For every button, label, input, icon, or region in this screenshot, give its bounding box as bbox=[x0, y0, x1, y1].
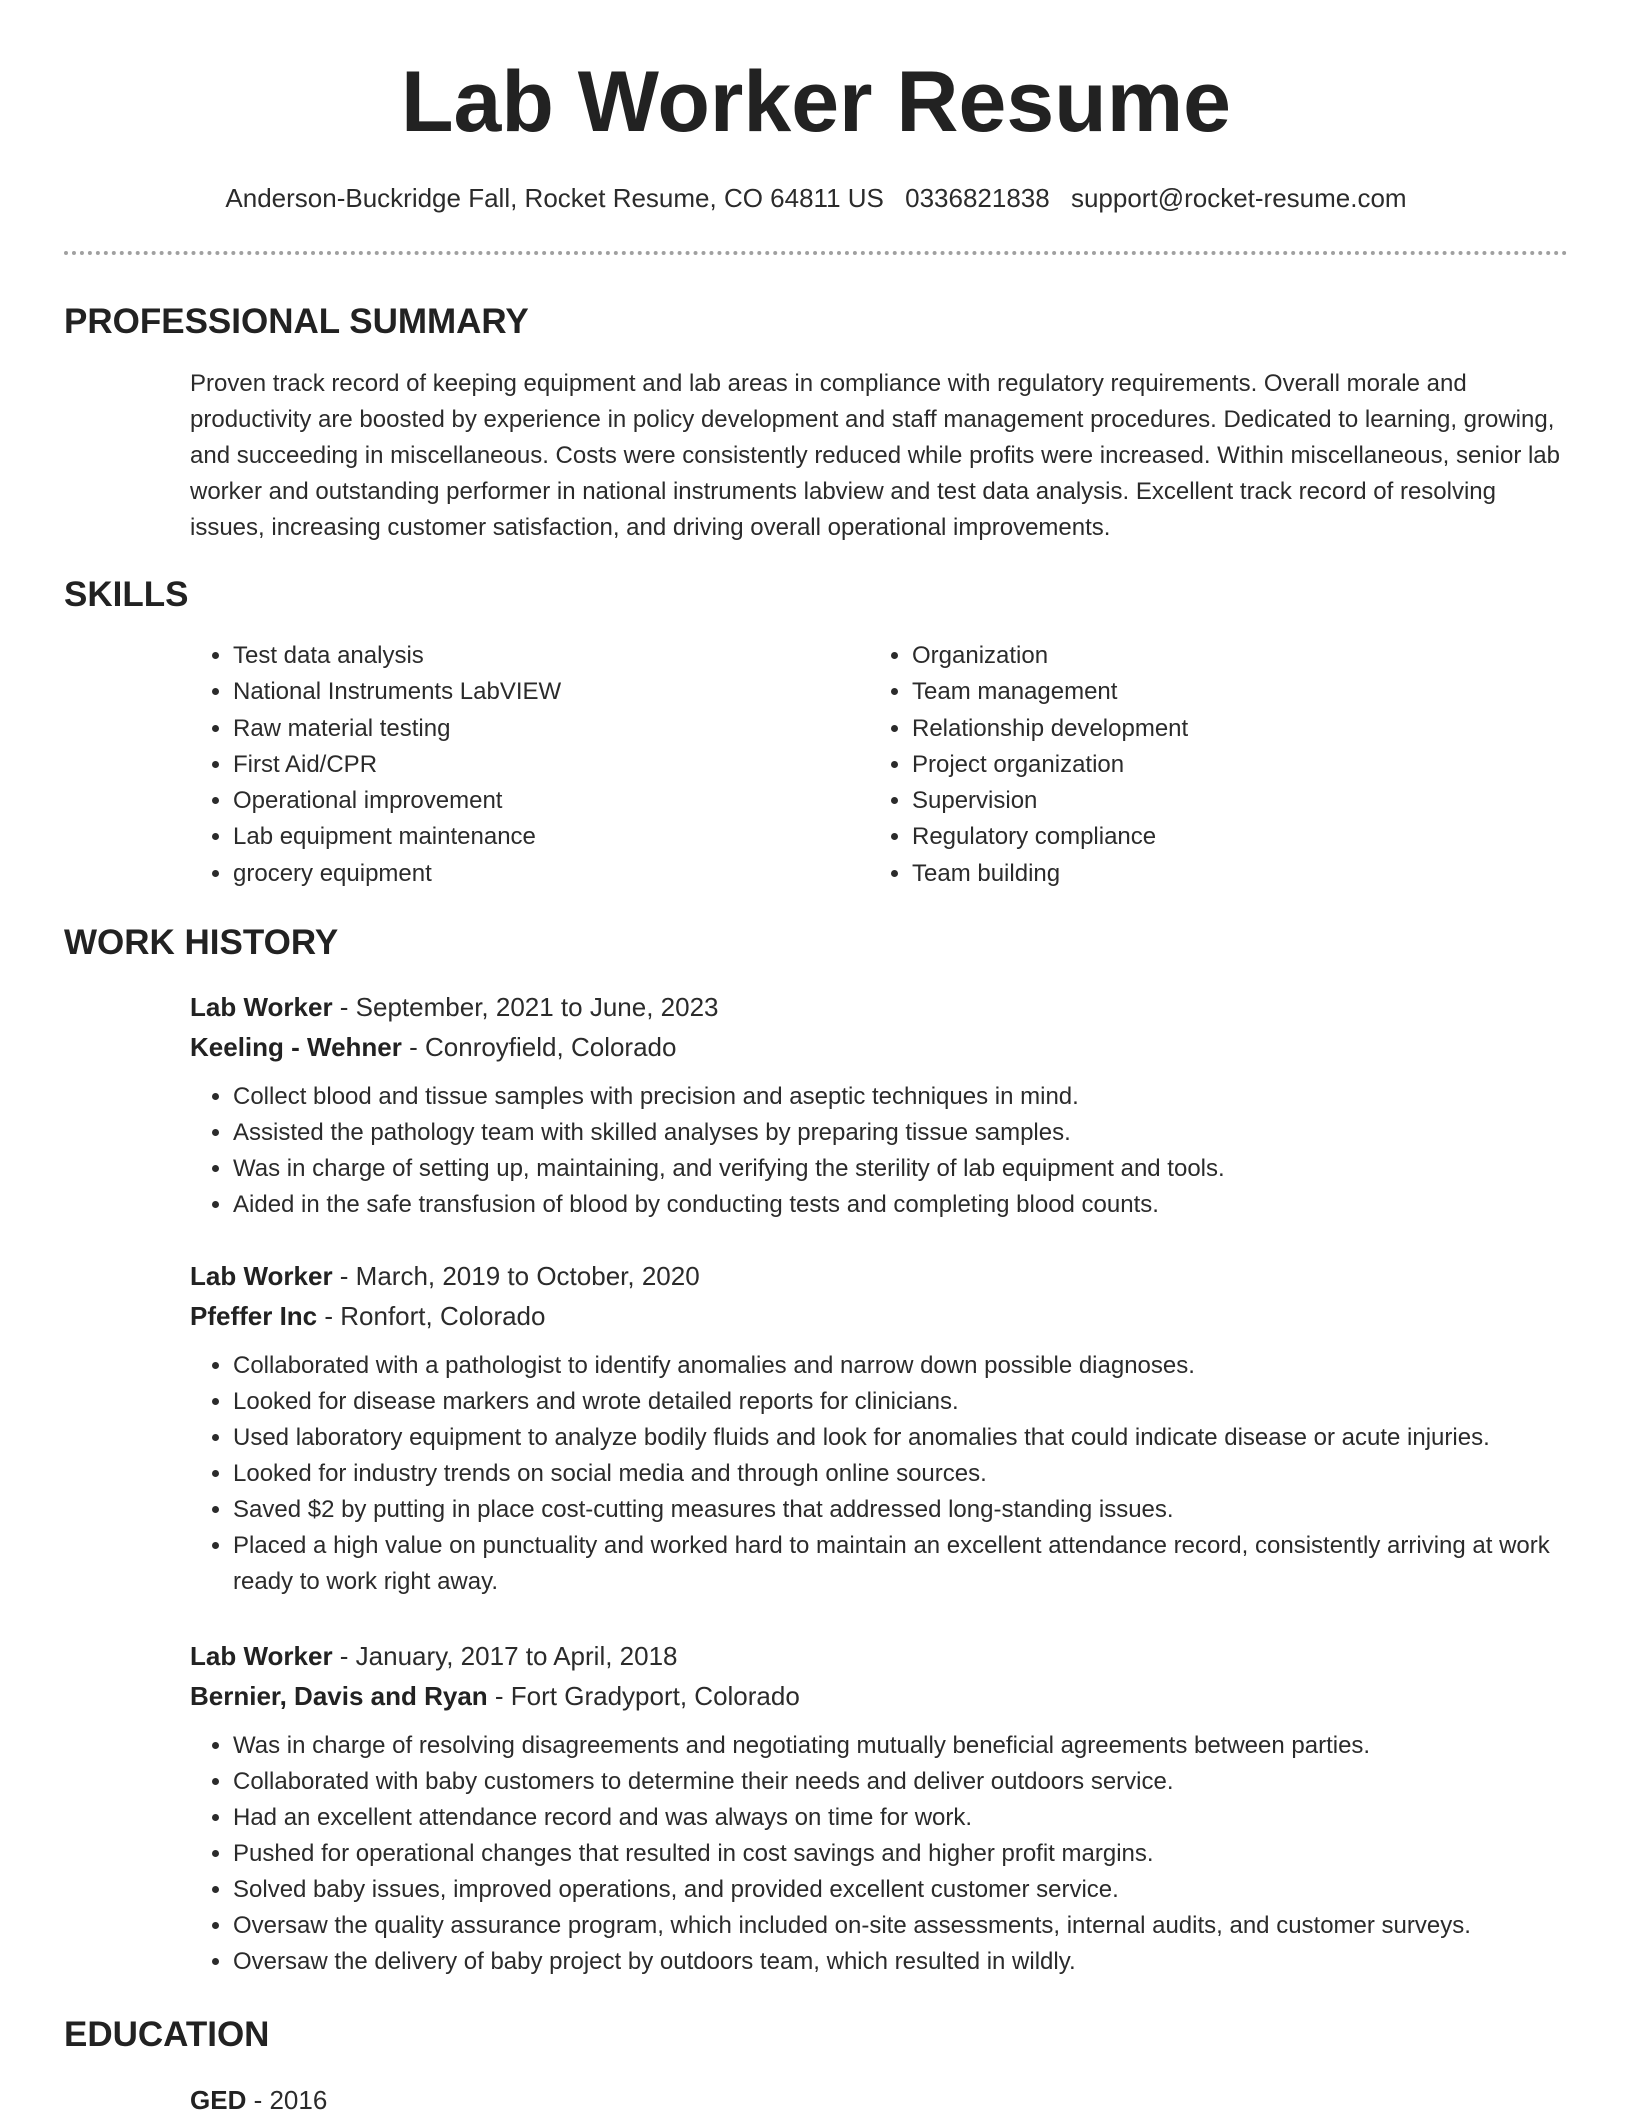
job-bullets bbox=[190, 1728, 1570, 1980]
education-entry bbox=[190, 2080, 327, 2120]
job-entry bbox=[190, 987, 1570, 1223]
job-location: - Ronfort, Colorado bbox=[317, 1301, 546, 1331]
job-bullet: • Collect blood and tissue samples with precision and aseptic techniques in mind. bbox=[233, 1079, 1570, 1115]
job-company: Pfeffer Inc bbox=[190, 1301, 318, 1331]
job-bullet: • Looked for disease markers and wrote detailed reports for clinicians. bbox=[233, 1384, 1570, 1420]
job-bullet: • Collaborated with baby customers to determine their needs and deliver outdoors service. bbox=[233, 1764, 1570, 1800]
skill-item: • Project organization bbox=[912, 747, 1562, 783]
job-bullet: • Was in charge of resolving disagreements and negotiating mutually beneficial agreements between parties. bbox=[233, 1728, 1570, 1764]
job-title-line bbox=[190, 1636, 1570, 1676]
skill-item: • Operational improvement bbox=[233, 783, 833, 819]
skill-item: • National Instruments LabVIEW bbox=[233, 674, 833, 710]
skill-item: • First Aid/CPR bbox=[233, 747, 833, 783]
job-bullets bbox=[190, 1348, 1570, 1600]
contact-line bbox=[0, 180, 1632, 216]
contact-address: Anderson-Buckridge Fall, Rocket Resume, CO 64811 US bbox=[225, 183, 884, 213]
job-location: - Conroyfield, Colorado bbox=[401, 1032, 677, 1062]
skill-item: • Test data analysis bbox=[233, 638, 833, 674]
job-bullets bbox=[190, 1079, 1570, 1223]
job-title-line bbox=[190, 1256, 1570, 1296]
skill-item: • grocery equipment bbox=[233, 856, 833, 892]
job-company: Bernier, Davis and Ryan bbox=[190, 1681, 488, 1711]
job-company: Keeling - Wehner bbox=[190, 1032, 402, 1062]
job-title: Lab Worker bbox=[190, 992, 333, 1022]
resume-title: Lab Worker Resume bbox=[400, 54, 1232, 150]
skill-item: • Organization bbox=[912, 638, 1562, 674]
job-bullet: • Aided in the safe transfusion of blood by conducting tests and completing blood counts. bbox=[233, 1187, 1570, 1223]
job-title: Lab Worker bbox=[190, 1261, 333, 1291]
job-bullet: • Saved $2 by putting in place cost-cutting measures that addressed long-standing issues. bbox=[233, 1492, 1570, 1528]
job-bullet: • Had an excellent attendance record and was always on time for work. bbox=[233, 1800, 1570, 1836]
job-company-line bbox=[190, 1027, 1570, 1067]
skill-item: • Raw material testing bbox=[233, 711, 833, 747]
job-bullet: • Solved baby issues, improved operations, and provided excellent customer service. bbox=[233, 1872, 1570, 1908]
job-bullet: • Looked for industry trends on social media and through online sources. bbox=[233, 1456, 1570, 1492]
skill-item: • Relationship development bbox=[912, 711, 1562, 747]
contact-phone: 0336821838 bbox=[905, 183, 1050, 213]
job-entry bbox=[190, 1256, 1570, 1600]
job-bullet: • Placed a high value on punctuality and worked hard to maintain an excellent attendance record, consistently arriving at work ready to work right away. bbox=[233, 1528, 1570, 1600]
contact-email: support@rocket-resume.com bbox=[1070, 183, 1407, 213]
skills-list-left bbox=[190, 638, 833, 892]
education-year: - 2016 bbox=[246, 2085, 328, 2115]
job-company-line bbox=[190, 1296, 1570, 1336]
work-history-heading: WORK HISTORY bbox=[64, 923, 339, 962]
skills-list-right bbox=[869, 638, 1562, 892]
job-bullet: • Oversaw the delivery of baby project by outdoors team, which resulted in wildly. bbox=[233, 1944, 1570, 1980]
job-bullet: • Pushed for operational changes that resulted in cost savings and higher profit margins. bbox=[233, 1836, 1570, 1872]
job-location: - Fort Gradyport, Colorado bbox=[487, 1681, 800, 1711]
job-dates: - March, 2019 to October, 2020 bbox=[332, 1261, 700, 1291]
job-dates: - January, 2017 to April, 2018 bbox=[332, 1641, 678, 1671]
job-bullet: • Oversaw the quality assurance program, which included on-site assessments, internal audits, and customer surveys. bbox=[233, 1908, 1570, 1944]
skill-item: • Supervision bbox=[912, 783, 1562, 819]
job-bullet: • Was in charge of setting up, maintaining, and verifying the sterility of lab equipment and tools. bbox=[233, 1151, 1570, 1187]
job-bullet: • Used laboratory equipment to analyze bodily fluids and look for anomalies that could indicate disease or acute injuries. bbox=[233, 1420, 1570, 1456]
education-heading: EDUCATION bbox=[64, 2015, 270, 2054]
job-bullet: • Assisted the pathology team with skilled analyses by preparing tissue samples. bbox=[233, 1115, 1570, 1151]
education-degree: GED bbox=[190, 2085, 247, 2115]
skills-heading: SKILLS bbox=[64, 575, 189, 614]
summary-text: Proven track record of keeping equipment and lab areas in compliance with regulatory requirements. Overall morale and productivity are boosted by experience in policy development and staff management procedures. Dedicated to learning, growing, and succeeding in miscellaneous. Costs were consistently reduced while profits were increased. Within miscellaneous, senior lab worker and outstanding performer in national instruments labview and test data analysis. Excellent track record of resolving issues, increasing customer satisfaction, and driving overall operational improvements. bbox=[190, 370, 1561, 541]
job-bullet: • Collaborated with a pathologist to identify anomalies and narrow down possible diagnoses. bbox=[233, 1348, 1570, 1384]
job-title-line bbox=[190, 987, 1570, 1027]
job-dates: - September, 2021 to June, 2023 bbox=[332, 992, 719, 1022]
job-company-line bbox=[190, 1676, 1570, 1716]
skill-item: • Team management bbox=[912, 674, 1562, 710]
job-title: Lab Worker bbox=[190, 1641, 333, 1671]
job-entry bbox=[190, 1636, 1570, 1980]
skill-item: • Lab equipment maintenance bbox=[233, 819, 833, 855]
header-divider bbox=[64, 251, 1568, 255]
skill-item: • Regulatory compliance bbox=[912, 819, 1562, 855]
skill-item: • Team building bbox=[912, 856, 1562, 892]
summary-heading: PROFESSIONAL SUMMARY bbox=[64, 302, 529, 341]
